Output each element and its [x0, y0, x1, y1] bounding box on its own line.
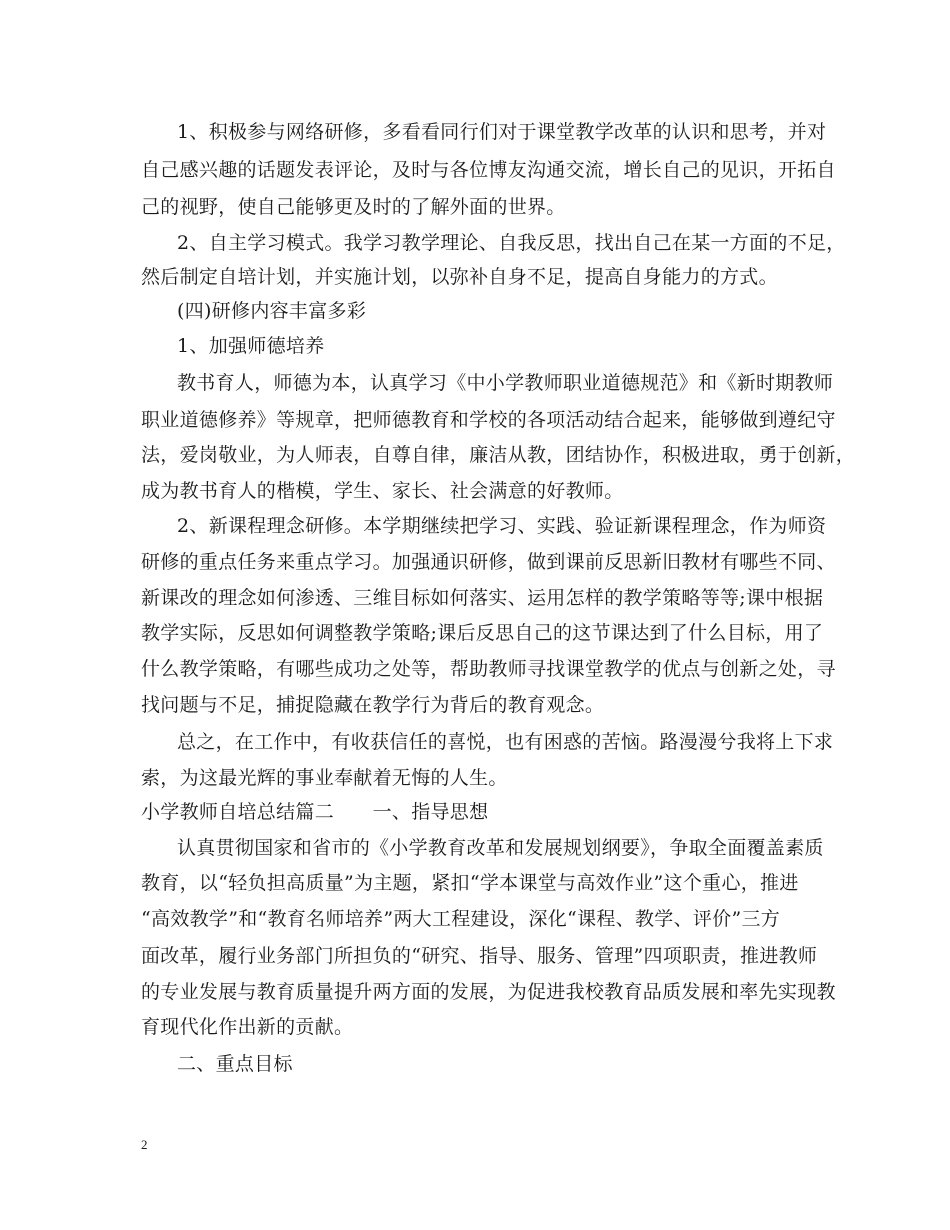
text-line: 索，为这最光辉的事业奉献着无悔的人生。 — [141, 767, 508, 789]
text-line: 自己感兴趣的话题发表评论，及时与各位博友沟通交流，增长自己的见识，开拓自 — [141, 159, 836, 181]
text-line: 总之，在工作中，有收获信任的喜悦，也有困惑的苦恼。路漫漫兮我将上下求 — [177, 731, 834, 753]
text-line: 认真贯彻国家和省市的《小学教育改革和发展规划纲要》，争取全面覆盖素质 — [177, 837, 824, 859]
text-line: 新课改的理念如何渗透、三维目标如何落实、运用怎样的教学策略等等;课中根据 — [141, 587, 824, 609]
text-line: 教学实际，反思如何调整教学策略;课后反思自己的这节课达到了什么目标，用了 — [141, 622, 824, 644]
text-line: 教育，以“轻负担高质量”为主题，紧扣“学本课堂与高效作业”这个重心，推进 — [141, 872, 799, 894]
text-line: 己的视野，使自己能够更及时的了解外面的世界。 — [141, 196, 566, 218]
text-line: 2、新课程理念研修。本学期继续把学习、实践、验证新课程理念，作为师资 — [177, 515, 827, 537]
text-line: 成为教书育人的楷模，学生、家长、社会满意的好教师。 — [141, 480, 624, 502]
page-number: 2 — [141, 1137, 148, 1152]
text-line: 什么教学策略，有哪些成功之处等，帮助教师寻找课堂教学的优点与创新之处，寻 — [141, 658, 836, 680]
text-line: 找问题与不足，捕捉隐藏在教学行为背后的教育观念。 — [141, 694, 605, 716]
text-line: 1、积极参与网络研修，多看看同行们对于课堂教学改革的认识和思考，并对 — [177, 121, 827, 143]
section-title: 小学教师自培总结篇二 一、指导思想 — [141, 801, 489, 823]
text-line: 2、自主学习模式。我学习教学理论、自我反思，找出自己在某一方面的不足， — [177, 232, 846, 254]
subsection-heading: 1、加强师德培养 — [177, 335, 325, 357]
text-line: 教书育人，师德为本，认真学习《中小学教师职业道德规范》和《新时期教师 — [177, 372, 834, 394]
text-line: 然后制定自培计划，并实施计划，以弥补自身不足，提高自身能力的方式。 — [141, 266, 778, 288]
text-line: 育现代化作出新的贡献。 — [141, 1016, 354, 1038]
text-line: 法，爱岗敬业，为人师表，自尊自律，廉洁从教，团结协作，积极进取，勇于创新， — [141, 444, 856, 466]
section-heading: (四)研修内容丰富多彩 — [177, 300, 367, 322]
text-line: 面改革，履行业务部门所担负的“研究、指导、服务、管理”四项职责，推进教师 — [141, 945, 818, 967]
text-line: 研修的重点任务来重点学习。加强通识研修，做到课前反思新旧教材有哪些不同、 — [141, 551, 836, 573]
section-heading: 二、重点目标 — [177, 1053, 293, 1075]
text-line: “高效教学”和“教育名师培养”两大工程建设，深化“课程、教学、评价”三方 — [141, 908, 781, 930]
text-line: 的专业发展与教育质量提升两方面的发展，为促进我校教育品质发展和率先实现教 — [141, 981, 836, 1003]
text-line: 职业道德修养》等规章，把师德教育和学校的各项活动结合起来，能够做到遵纪守 — [141, 409, 836, 431]
